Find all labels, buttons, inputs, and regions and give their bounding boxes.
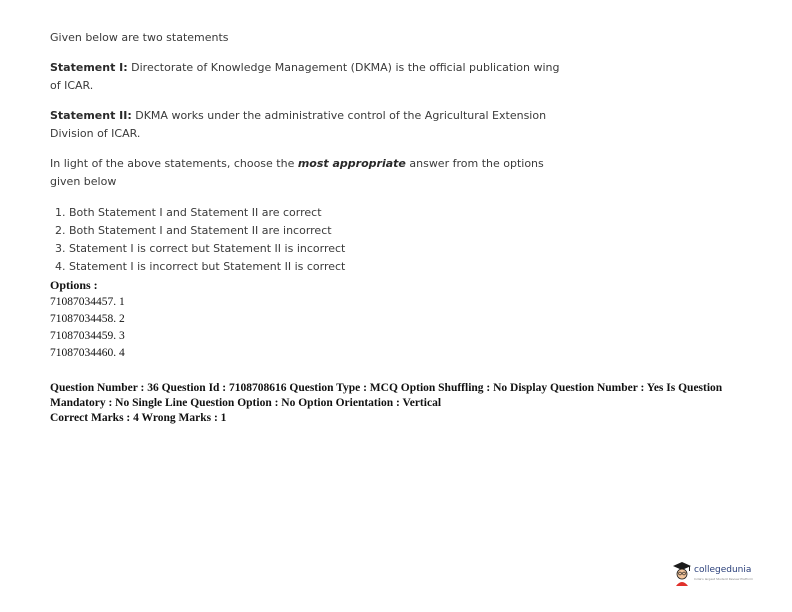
option-item-3: 71087034459. 3: [50, 330, 125, 342]
question-metadata: [50, 381, 730, 426]
statement-1-label: Statement I:: [50, 61, 128, 74]
choice-4: 4. Statement I is incorrect but Statement II is correct: [55, 260, 346, 273]
collegedunia-logo: [672, 561, 762, 587]
options-title: Options :: [50, 278, 98, 292]
option-item-2: 71087034458. 2: [50, 313, 125, 325]
metadata-line-1: Question Number : 36 Question Id : 7108708616 Question Type : MCQ Option Shuffling : No Display Question Number : Yes Is Question Mandatory : No Single Line Question Option : No Option Orientation : Vertical: [50, 382, 723, 409]
statement-2-label: Statement II:: [50, 109, 132, 122]
choice-1: 1. Both Statement I and Statement II are correct: [55, 206, 322, 219]
statement-2-text: DKMA works under the administrative control of the Agricultural Extension Division of ICAR.: [50, 109, 547, 140]
graduate-mascot-icon: [672, 561, 692, 587]
choice-3: 3. Statement I is correct but Statement II is incorrect: [55, 242, 346, 255]
options-list: [50, 277, 350, 362]
question-intro: Given below are two statements: [50, 31, 229, 44]
choice-2: 2. Both Statement I and Statement II are incorrect: [55, 224, 332, 237]
logo-name: collegedunia: [694, 565, 752, 575]
instruction-before: In light of the above statements, choose the: [50, 157, 298, 170]
question-instruction: [50, 155, 570, 191]
answer-choices: [55, 204, 555, 276]
option-item-1: 71087034457. 1: [50, 296, 125, 308]
statement-2: [50, 107, 570, 143]
instruction-emphasis: most appropriate: [297, 157, 406, 170]
instruction-after: answer from the options given below: [50, 157, 544, 188]
logo-tagline: India's largest Student Review Platform: [694, 577, 754, 581]
statement-1: [50, 59, 570, 95]
statement-1-text: Directorate of Knowledge Management (DKMA) is the official publication wing of ICAR.: [50, 61, 560, 92]
metadata-line-2: Correct Marks : 4 Wrong Marks : 1: [50, 412, 227, 424]
option-item-4: 71087034460. 4: [50, 347, 125, 359]
